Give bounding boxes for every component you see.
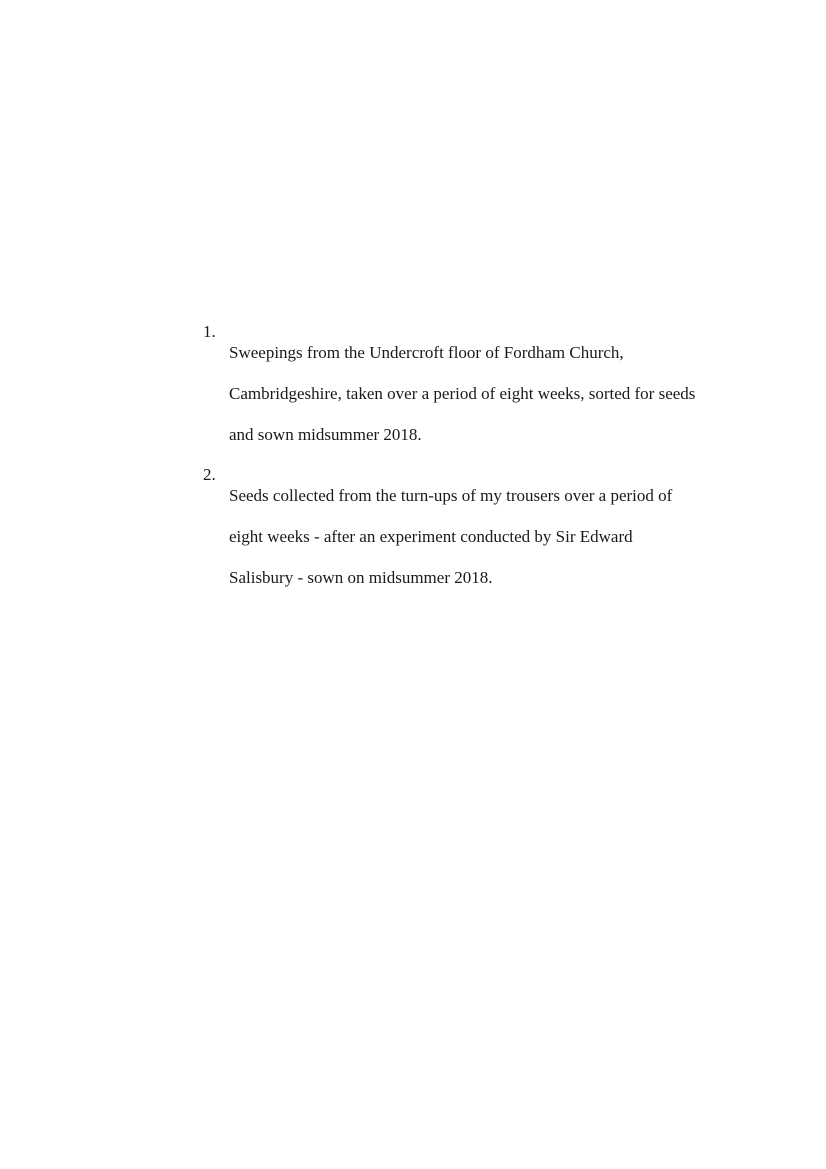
list-item-number: 2. xyxy=(203,465,216,484)
list-item-line: Cambridgeshire, taken over a period of eight weeks, sorted for seeds xyxy=(229,383,696,403)
list-item-line: Sweepings from the Undercroft floor of Fordham Church, xyxy=(229,342,624,362)
list-item-line: eight weeks - after an experiment conducted by Sir Edward xyxy=(229,526,633,546)
list-item-line: and sown midsummer 2018. xyxy=(229,424,422,444)
list-item-number: 1. xyxy=(203,322,216,341)
list-item-text xyxy=(229,322,763,445)
list-item xyxy=(203,465,763,588)
list-item-line: Salisbury - sown on midsummer 2018. xyxy=(229,567,493,587)
numbered-list xyxy=(203,322,763,608)
list-item-line: Seeds collected from the turn-ups of my trousers over a period of xyxy=(229,485,673,505)
list-item-text xyxy=(229,465,763,588)
list-item xyxy=(203,322,763,445)
